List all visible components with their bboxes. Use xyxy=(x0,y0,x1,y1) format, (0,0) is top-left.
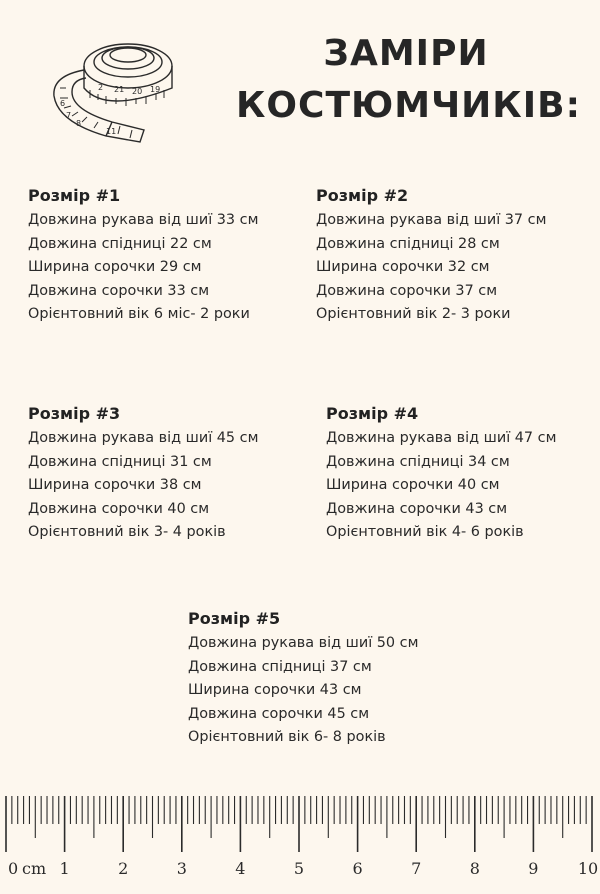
ruler-label: 3 xyxy=(176,859,187,878)
svg-text:19: 19 xyxy=(150,85,161,94)
size-line: Довжина сорочки 37 см xyxy=(316,282,498,299)
size-line: Довжина рукава від шиї 47 см xyxy=(326,430,557,446)
svg-text:7: 7 xyxy=(66,111,72,120)
size-line: Ширина сорочки 43 см xyxy=(188,682,362,698)
svg-text:21: 21 xyxy=(114,85,125,94)
ruler-label: 9 xyxy=(528,859,539,878)
ruler-label: 4 xyxy=(235,859,246,878)
size-line: Довжина спідниці 28 см xyxy=(316,235,500,252)
title-line-2: КОСТЮМЧИКІВ: xyxy=(236,85,581,126)
ruler-label: 10 xyxy=(577,859,599,878)
ruler-label: 0 xyxy=(8,859,19,878)
size-line: Орієнтовний вік 4- 6 років xyxy=(326,524,524,540)
size-line: Довжина спідниці 31 см xyxy=(28,453,212,470)
size-block-4 xyxy=(326,402,600,545)
size-line: Довжина рукава від шиї 37 см xyxy=(316,212,547,228)
size-line: Довжина сорочки 40 см xyxy=(28,500,210,517)
svg-text:8: 8 xyxy=(76,119,82,128)
svg-text:2: 2 xyxy=(98,83,104,92)
size-line: Довжина рукава від шиї 33 см xyxy=(28,212,259,228)
size-line: Довжина сорочки 43 см xyxy=(326,500,508,517)
size-block-5 xyxy=(188,607,478,750)
size-line: Довжина рукава від шиї 50 см xyxy=(188,635,419,651)
title-line-1: ЗАМІРИ xyxy=(323,33,489,74)
size-line: Довжина спідниці 37 см xyxy=(188,658,372,675)
ruler-label: 6 xyxy=(352,859,363,878)
ruler-label: 2 xyxy=(118,859,129,878)
size-line: Ширина сорочки 29 см xyxy=(28,259,202,275)
size-line: Довжина сорочки 45 см xyxy=(188,705,370,722)
size-heading: Розмір #3 xyxy=(28,404,121,423)
size-line: Довжина сорочки 33 см xyxy=(28,282,210,299)
size-block-1 xyxy=(28,184,318,327)
size-line: Орієнтовний вік 3- 4 років xyxy=(28,524,226,540)
size-block-3 xyxy=(28,402,318,545)
size-line: Довжина спідниці 22 см xyxy=(28,235,212,252)
svg-text:20: 20 xyxy=(132,87,143,96)
page-title xyxy=(236,28,581,132)
ruler-label: 7 xyxy=(411,859,422,878)
measuring-tape-icon xyxy=(46,18,178,148)
size-line: Довжина спідниці 34 см xyxy=(326,453,510,470)
ruler-label: 5 xyxy=(293,859,305,878)
size-heading: Розмір #4 xyxy=(326,404,419,423)
size-line: Ширина сорочки 38 см xyxy=(28,477,202,493)
size-heading: Розмір #2 xyxy=(316,186,409,205)
size-block-2 xyxy=(316,184,600,327)
size-line: Орієнтовний вік 2- 3 роки xyxy=(316,306,511,322)
size-heading: Розмір #5 xyxy=(188,609,281,628)
size-line: Ширина сорочки 40 см xyxy=(326,477,500,493)
ruler-label: 8 xyxy=(469,859,480,878)
size-line: Довжина рукава від шиї 45 см xyxy=(28,430,259,446)
ruler-label: 1 xyxy=(59,859,70,878)
svg-text:11: 11 xyxy=(106,127,117,136)
size-line: Орієнтовний вік 6- 8 років xyxy=(188,729,386,745)
ruler-unit-label: cm xyxy=(22,859,47,878)
ruler xyxy=(0,790,600,894)
size-line: Ширина сорочки 32 см xyxy=(316,259,490,275)
svg-text:6: 6 xyxy=(60,99,66,108)
size-heading: Розмір #1 xyxy=(28,186,121,205)
size-line: Орієнтовний вік 6 міс- 2 роки xyxy=(28,306,250,322)
